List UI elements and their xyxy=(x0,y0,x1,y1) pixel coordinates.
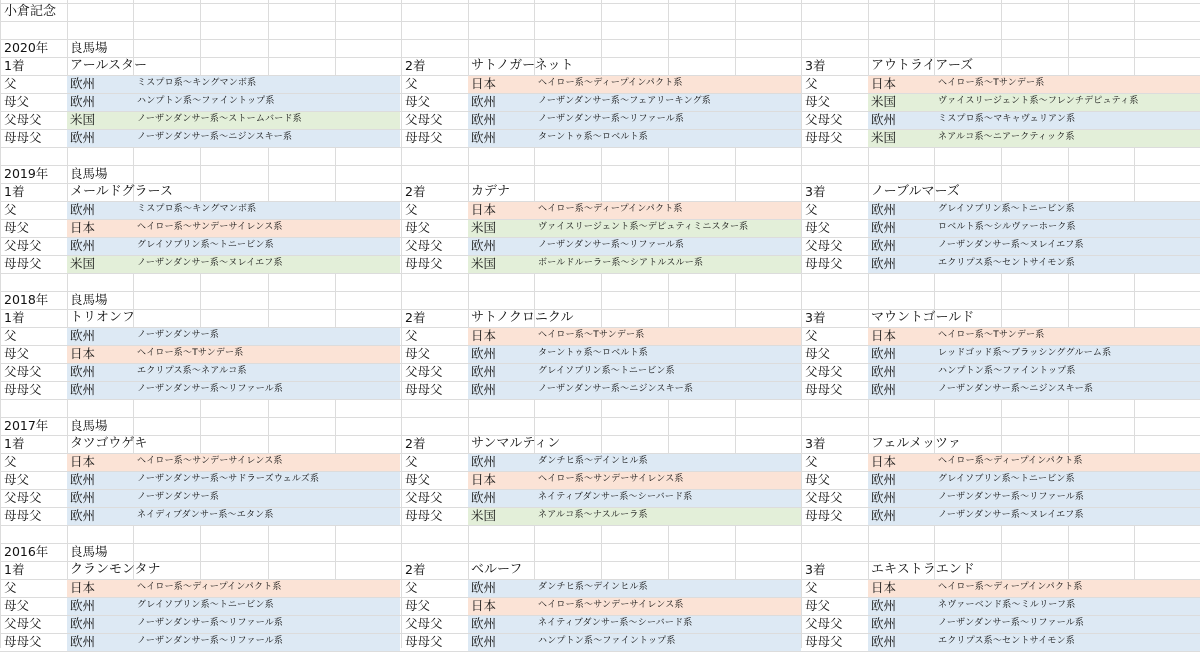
pedigree-relation: 父母父 xyxy=(405,112,443,127)
finish-place: 2着 xyxy=(405,310,426,325)
track-condition: 良馬場 xyxy=(70,418,108,433)
pedigree-relation: 父母父 xyxy=(805,616,843,631)
region-cell: 欧州 xyxy=(471,130,497,145)
sire-line-cell: ミスプロ系～キングマンボ系 xyxy=(137,204,257,214)
grid-row-line xyxy=(0,561,1200,562)
pedigree-relation: 父 xyxy=(805,202,818,217)
region-cell: 欧州 xyxy=(70,130,96,145)
region-cell: 欧州 xyxy=(70,382,96,397)
grid-row-line xyxy=(0,435,1200,436)
sire-line-cell: エクリプス系～ネアルコ系 xyxy=(137,366,247,376)
pedigree-relation: 父母父 xyxy=(805,364,843,379)
pedigree-relation: 母父 xyxy=(405,94,431,109)
pedigree-relation: 母母父 xyxy=(805,508,843,523)
sire-line-cell: レッドゴッド系～ブラッシンググルーム系 xyxy=(938,348,1112,358)
region-cell: 欧州 xyxy=(871,472,897,487)
sire-line-cell: ネイティブダンサー系～シーバード系 xyxy=(538,492,693,502)
finish-place: 2着 xyxy=(405,58,426,73)
finish-place: 1着 xyxy=(4,58,25,73)
pedigree-relation: 母父 xyxy=(805,472,831,487)
finish-place: 2着 xyxy=(405,436,426,451)
region-cell: 欧州 xyxy=(871,598,897,613)
horse-name: アールスター xyxy=(70,58,147,73)
sire-line-cell: ヘイロー系～サンデーサイレンス系 xyxy=(538,474,684,484)
sire-line-cell: グレイソブリン系～トニービン系 xyxy=(137,600,274,610)
region-cell: 欧州 xyxy=(70,598,96,613)
sire-line-cell: ネイティブダンサー系～シーバード系 xyxy=(538,618,693,628)
region-cell: 日本 xyxy=(871,328,897,343)
region-cell: 米国 xyxy=(70,112,96,127)
pedigree-relation: 母母父 xyxy=(805,382,843,397)
pedigree-relation: 父母父 xyxy=(405,364,443,379)
finish-place: 1着 xyxy=(4,562,25,577)
finish-place: 1着 xyxy=(4,184,25,199)
region-cell: 欧州 xyxy=(471,94,497,109)
horse-name: クランモンタナ xyxy=(70,562,161,577)
sire-line-cell: ノーザンダンサー系 xyxy=(137,330,220,340)
sire-line-cell: ノーザンダンサー系～ヌレイエフ系 xyxy=(938,240,1084,250)
pedigree-relation: 父 xyxy=(4,328,17,343)
region-cell: 日本 xyxy=(471,598,497,613)
sire-line-cell: ネアルコ系～ニアークティック系 xyxy=(938,132,1075,142)
region-cell: 欧州 xyxy=(471,364,497,379)
bloodline-cell-fill xyxy=(67,490,400,507)
sire-line-cell: ノーザンダンサー系～リファール系 xyxy=(538,240,685,250)
finish-place: 1着 xyxy=(4,436,25,451)
region-cell: 欧州 xyxy=(871,238,897,253)
pedigree-relation: 父 xyxy=(4,580,17,595)
region-cell: 日本 xyxy=(471,202,497,217)
grid-row-line xyxy=(0,39,1200,40)
region-cell: 欧州 xyxy=(70,634,96,649)
sire-line-cell: ノーザンダンサー系～リファール系 xyxy=(137,618,284,628)
pedigree-relation: 母母父 xyxy=(4,634,42,649)
pedigree-relation: 父母父 xyxy=(4,616,42,631)
pedigree-relation: 父母父 xyxy=(405,490,443,505)
region-cell: 欧州 xyxy=(471,238,497,253)
pedigree-relation: 母父 xyxy=(805,94,831,109)
grid-column-line xyxy=(401,0,402,648)
sheet-title: 小倉記念 xyxy=(4,4,57,19)
pedigree-relation: 父 xyxy=(805,76,818,91)
horse-name: サトノクロニクル xyxy=(471,310,574,325)
region-cell: 欧州 xyxy=(871,508,897,523)
region-cell: 欧州 xyxy=(70,76,96,91)
sire-line-cell: ノーザンダンサー系～リファール系 xyxy=(938,618,1085,628)
pedigree-relation: 父 xyxy=(405,580,418,595)
region-cell: 欧州 xyxy=(471,112,497,127)
sire-line-cell: ネヴァーベンド系～ミルリーフ系 xyxy=(938,600,1076,610)
pedigree-relation: 父 xyxy=(405,202,418,217)
region-cell: 日本 xyxy=(70,454,96,469)
region-cell: 欧州 xyxy=(471,490,497,505)
finish-place: 3着 xyxy=(805,184,826,199)
region-cell: 欧州 xyxy=(871,346,897,361)
sire-line-cell: ヘイロー系～Tサンデー系 xyxy=(538,330,645,340)
region-cell: 欧州 xyxy=(871,256,897,271)
pedigree-relation: 母母父 xyxy=(4,130,42,145)
year-label: 2020年 xyxy=(4,40,49,55)
grid-column-line xyxy=(801,0,802,648)
region-cell: 欧州 xyxy=(70,616,96,631)
pedigree-relation: 父母父 xyxy=(4,490,42,505)
sire-line-cell: ヘイロー系～Tサンデー系 xyxy=(137,348,244,358)
pedigree-relation: 母父 xyxy=(4,346,30,361)
sire-line-cell: ヘイロー系～サンデーサイレンス系 xyxy=(137,222,283,232)
sire-line-cell: ダンチヒ系～デインヒル系 xyxy=(538,582,648,592)
grid-row-line xyxy=(0,525,1200,526)
sire-line-cell: ノーザンダンサー系～リファール系 xyxy=(538,114,685,124)
sire-line-cell: ヘイロー系～Tサンデー系 xyxy=(938,78,1045,88)
region-cell: 日本 xyxy=(471,472,497,487)
region-cell: 欧州 xyxy=(871,364,897,379)
region-cell: 欧州 xyxy=(471,346,497,361)
horse-name: サトノガーネット xyxy=(471,58,574,73)
grid-row-line xyxy=(0,57,1200,58)
bloodline-cell-fill xyxy=(67,328,400,345)
grid-row-line xyxy=(0,3,1200,4)
sire-line-cell: ヘイロー系～ディープインパクト系 xyxy=(938,582,1083,592)
pedigree-relation: 父母父 xyxy=(405,616,443,631)
finish-place: 1着 xyxy=(4,310,25,325)
grid-row-line xyxy=(0,543,1200,544)
grid-row-line xyxy=(0,183,1200,184)
sire-line-cell: ヘイロー系～ディープインパクト系 xyxy=(538,78,683,88)
region-cell: 欧州 xyxy=(871,202,897,217)
sire-line-cell: ミスプロ系～キングマンボ系 xyxy=(137,78,257,88)
pedigree-relation: 父 xyxy=(805,580,818,595)
sire-line-cell: ノーザンダンサー系～ヌレイエフ系 xyxy=(137,258,283,268)
pedigree-relation: 母父 xyxy=(405,472,431,487)
horse-name: メールドグラース xyxy=(70,184,173,199)
sire-line-cell: エクリプス系～セントサイモン系 xyxy=(938,636,1076,646)
sire-line-cell: ヘイロー系～サンデーサイレンス系 xyxy=(137,456,283,466)
region-cell: 欧州 xyxy=(70,238,96,253)
pedigree-relation: 父 xyxy=(405,454,418,469)
year-label: 2019年 xyxy=(4,166,49,181)
horse-name: アウトライアーズ xyxy=(871,58,974,73)
sire-line-cell: ノーザンダンサー系～フェアリーキング系 xyxy=(538,96,712,106)
pedigree-relation: 母母父 xyxy=(4,508,42,523)
pedigree-relation: 父母父 xyxy=(805,112,843,127)
finish-place: 3着 xyxy=(805,310,826,325)
sire-line-cell: ヘイロー系～Tサンデー系 xyxy=(938,330,1045,340)
sire-line-cell: ヴァイスリージェント系～フレンチデピュティ系 xyxy=(938,96,1139,106)
grid-row-line xyxy=(0,291,1200,292)
finish-place: 3着 xyxy=(805,58,826,73)
year-label: 2016年 xyxy=(4,544,49,559)
region-cell: 日本 xyxy=(471,76,497,91)
sire-line-cell: ヴァイスリージェント系～デピュティミニスター系 xyxy=(538,222,749,232)
pedigree-relation: 母母父 xyxy=(4,256,42,271)
sire-line-cell: ミスプロ系～マキャヴェリアン系 xyxy=(938,114,1076,124)
pedigree-relation: 母父 xyxy=(4,598,30,613)
region-cell: 欧州 xyxy=(471,454,497,469)
region-cell: 米国 xyxy=(471,508,497,523)
pedigree-relation: 父母父 xyxy=(4,112,42,127)
region-cell: 米国 xyxy=(471,220,497,235)
finish-place: 2着 xyxy=(405,184,426,199)
pedigree-relation: 父 xyxy=(405,76,418,91)
pedigree-relation: 母母父 xyxy=(405,508,443,523)
pedigree-relation: 母父 xyxy=(805,346,831,361)
pedigree-relation: 父母父 xyxy=(805,490,843,505)
sire-line-cell: ターントゥ系～ロベルト系 xyxy=(538,132,648,142)
pedigree-relation: 母父 xyxy=(4,94,30,109)
sire-line-cell: ノーザンダンサー系～リファール系 xyxy=(137,384,284,394)
region-cell: 米国 xyxy=(871,94,897,109)
horse-name: タツゴウゲキ xyxy=(70,436,148,451)
pedigree-relation: 父母父 xyxy=(4,364,42,379)
region-cell: 欧州 xyxy=(471,634,497,649)
region-cell: 日本 xyxy=(70,346,96,361)
sire-line-cell: ハンプトン系～ファイントップ系 xyxy=(137,96,275,106)
pedigree-relation: 父 xyxy=(4,202,17,217)
region-cell: 欧州 xyxy=(871,382,897,397)
sire-line-cell: ノーザンダンサー系～リファール系 xyxy=(938,492,1085,502)
region-cell: 日本 xyxy=(471,328,497,343)
region-cell: 日本 xyxy=(871,580,897,595)
sire-line-cell: ノーザンダンサー系～ニジンスキー系 xyxy=(137,132,293,142)
pedigree-relation: 母母父 xyxy=(405,382,443,397)
sire-line-cell: ハンプトン系～ファイントップ系 xyxy=(938,366,1076,376)
year-label: 2017年 xyxy=(4,418,49,433)
region-cell: 欧州 xyxy=(871,616,897,631)
sire-line-cell: ロベルト系～シルヴァーホーク系 xyxy=(938,222,1076,232)
sire-line-cell: グレイソブリン系～トニービン系 xyxy=(137,240,274,250)
pedigree-relation: 母母父 xyxy=(405,256,443,271)
sire-line-cell: ヘイロー系～サンデーサイレンス系 xyxy=(538,600,684,610)
pedigree-relation: 母母父 xyxy=(405,130,443,145)
pedigree-relation: 母父 xyxy=(405,220,431,235)
sire-line-cell: グレイソブリン系～トニービン系 xyxy=(938,474,1075,484)
horse-name: フェルメッツァ xyxy=(871,436,961,451)
region-cell: 欧州 xyxy=(70,490,96,505)
region-cell: 欧州 xyxy=(871,634,897,649)
region-cell: 欧州 xyxy=(70,328,96,343)
sire-line-cell: ノーザンダンサー系～ヌレイエフ系 xyxy=(938,510,1084,520)
region-cell: 欧州 xyxy=(871,112,897,127)
pedigree-relation: 父 xyxy=(805,454,818,469)
sire-line-cell: ネイディブダンサー系～エタン系 xyxy=(137,510,274,520)
pedigree-relation: 父 xyxy=(4,454,17,469)
region-cell: 米国 xyxy=(70,256,96,271)
pedigree-relation: 母父 xyxy=(4,220,30,235)
track-condition: 良馬場 xyxy=(70,292,108,307)
grid-row-line xyxy=(0,165,1200,166)
region-cell: 日本 xyxy=(871,454,897,469)
pedigree-relation: 父 xyxy=(405,328,418,343)
track-condition: 良馬場 xyxy=(70,166,108,181)
pedigree-relation: 母父 xyxy=(405,346,431,361)
region-cell: 欧州 xyxy=(871,220,897,235)
grid-column-line xyxy=(0,0,1,648)
sire-line-cell: ネアルコ系～ナスルーラ系 xyxy=(538,510,648,520)
horse-name: ノーブルマーズ xyxy=(871,184,960,199)
year-label: 2018年 xyxy=(4,292,49,307)
pedigree-relation: 父 xyxy=(805,328,818,343)
sire-line-cell: ノーザンダンサー系～ニジンスキー系 xyxy=(538,384,694,394)
region-cell: 欧州 xyxy=(70,472,96,487)
sire-line-cell: ハンプトン系～ファイントップ系 xyxy=(538,636,676,646)
sire-line-cell: ターントゥ系～ロベルト系 xyxy=(538,348,648,358)
grid-row-line xyxy=(0,399,1200,400)
horse-name: マウントゴールド xyxy=(871,310,975,325)
horse-name: ベルーフ xyxy=(471,562,523,577)
pedigree-relation: 母父 xyxy=(805,220,831,235)
pedigree-relation: 母母父 xyxy=(805,256,843,271)
region-cell: 欧州 xyxy=(871,490,897,505)
grid-row-line xyxy=(0,273,1200,274)
grid-row-line xyxy=(0,147,1200,148)
sire-line-cell: ヘイロー系～ディープインパクト系 xyxy=(137,582,282,592)
region-cell: 日本 xyxy=(871,76,897,91)
finish-place: 3着 xyxy=(805,562,826,577)
pedigree-relation: 母父 xyxy=(4,472,30,487)
region-cell: 米国 xyxy=(871,130,897,145)
sire-line-cell: エクリプス系～セントサイモン系 xyxy=(938,258,1076,268)
pedigree-relation: 父母父 xyxy=(4,238,42,253)
region-cell: 欧州 xyxy=(70,94,96,109)
sire-line-cell: ノーザンダンサー系 xyxy=(137,492,220,502)
pedigree-relation: 母母父 xyxy=(4,382,42,397)
sire-line-cell: グレイソブリン系～トニービン系 xyxy=(938,204,1075,214)
region-cell: 米国 xyxy=(471,256,497,271)
horse-name: カデナ xyxy=(471,184,511,199)
region-cell: 欧州 xyxy=(70,508,96,523)
horse-name: トリオンフ xyxy=(70,310,135,325)
grid-row-line xyxy=(0,417,1200,418)
pedigree-relation: 父 xyxy=(4,76,17,91)
sire-line-cell: ノーザンダンサー系～リファール系 xyxy=(137,636,284,646)
pedigree-relation: 母母父 xyxy=(805,634,843,649)
pedigree-relation: 母母父 xyxy=(805,130,843,145)
horse-name: エキストラエンド xyxy=(871,562,975,577)
pedigree-relation: 母母父 xyxy=(405,634,443,649)
region-cell: 欧州 xyxy=(70,364,96,379)
region-cell: 日本 xyxy=(70,220,96,235)
pedigree-relation: 父母父 xyxy=(805,238,843,253)
finish-place: 3着 xyxy=(805,436,826,451)
grid-row-line xyxy=(0,21,1200,22)
region-cell: 欧州 xyxy=(70,202,96,217)
grid-row-line xyxy=(0,309,1200,310)
sire-line-cell: ヘイロー系～ディープインパクト系 xyxy=(938,456,1083,466)
sire-line-cell: グレイソブリン系～トニービン系 xyxy=(538,366,675,376)
sire-line-cell: ヘイロー系～ディープインパクト系 xyxy=(538,204,683,214)
sire-line-cell: ノーザンダンサー系～ストームバード系 xyxy=(137,114,302,124)
sire-line-cell: ノーザンダンサー系～ニジンスキー系 xyxy=(938,384,1094,394)
region-cell: 欧州 xyxy=(471,616,497,631)
pedigree-relation: 母父 xyxy=(405,598,431,613)
region-cell: 欧州 xyxy=(471,580,497,595)
region-cell: 日本 xyxy=(70,580,96,595)
region-cell: 欧州 xyxy=(471,382,497,397)
track-condition: 良馬場 xyxy=(70,544,108,559)
sire-line-cell: ダンチヒ系～デインヒル系 xyxy=(538,456,648,466)
horse-name: サンマルティン xyxy=(471,436,561,451)
sire-line-cell: ボールドルーラー系～シアトルスルー系 xyxy=(538,258,704,268)
pedigree-relation: 母父 xyxy=(805,598,831,613)
finish-place: 2着 xyxy=(405,562,426,577)
pedigree-relation: 父母父 xyxy=(405,238,443,253)
track-condition: 良馬場 xyxy=(70,40,108,55)
sire-line-cell: ノーザンダンサー系～サドラーズウェルズ系 xyxy=(137,474,320,484)
